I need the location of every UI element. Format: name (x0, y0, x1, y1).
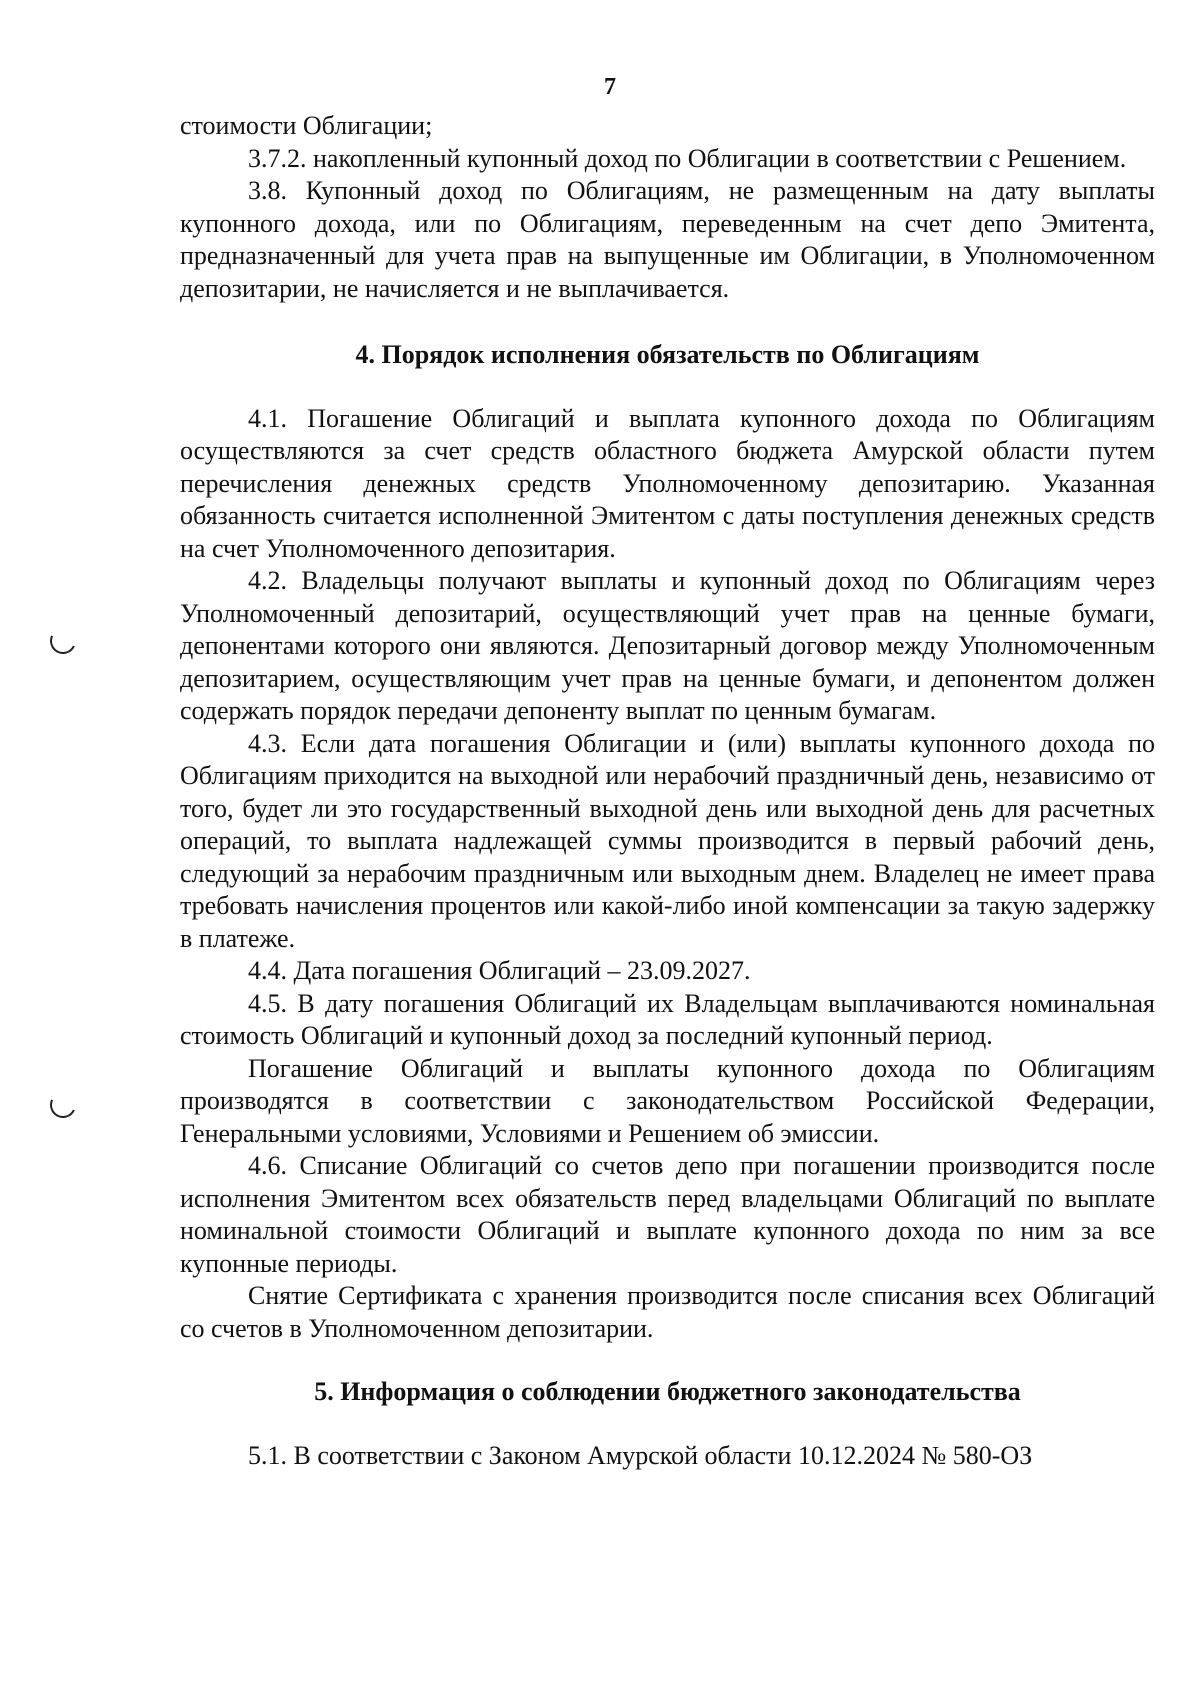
hole-punch-mark (46, 1088, 79, 1121)
paragraph: Погашение Облигаций и выплаты купонного дохода по Облигациям производятся в соответствии с законодательством Российской Федерации, Генеральными условиями, Условиями и Решением об эмиссии. (180, 1053, 1155, 1148)
paragraph: 4.4. Дата погашения Облигаций – 23.09.2027. (248, 956, 751, 985)
paragraph: Снятие Сертификата с хранения производится после списания всех Облигаций со счетов в Уполномоченном депозитарии. (180, 1281, 1155, 1343)
paragraph: 4.2. Владельцы получают выплаты и купонный доход по Облигациям через Уполномоченный депозитарий, осуществляющий учет прав на ценные бумаги, депонентами которого они являются. Депозитарный договор между Уполномоченным депозитарием, осуществляющим учет прав на ценные бумаги, и депонентом должен содержать порядок передачи депоненту выплат по ценным бумагам. (180, 566, 1155, 725)
page-number: 7 (604, 74, 616, 100)
document-body (180, 110, 1155, 1472)
paragraph: стоимости Облигации; (180, 111, 433, 140)
paragraph: 4.6. Списание Облигаций со счетов депо при погашении производится после исполнения Эмитентом всех обязательств перед владельцами Облигаций по выплате номинальной стоимости Облигаций и выплате купонного дохода по ним за все купонные периоды. (180, 1151, 1155, 1278)
paragraph: 4.5. В дату погашения Облигаций их Владельцам выплачиваются номинальная стоимость Облигаций и купонный доход за последний купонный период. (180, 988, 1155, 1050)
paragraph: 4.3. Если дата погашения Облигации и (или) выплаты купонного дохода по Облигациям приходится на выходной или нерабочий праздничный день, независимо от того, будет ли это государственный выходной день или выходной день для расчетных операций, то выплата надлежащей суммы производится в первый рабочий день, следующий за нерабочим праздничным или выходным днем. Владелец не имеет права требовать начисления процентов или какой-либо иной компенсации за такую задержку в платеже. (180, 728, 1155, 953)
paragraph: 3.7.2. накопленный купонный доход по Облигации в соответствии с Решением. (248, 143, 1127, 173)
paragraph: 4.1. Погашение Облигаций и выплата купонного дохода по Облигациям осуществляются за счет средств областного бюджета Амурской области путем перечисления денежных средств Уполномоченному депозитарию. Указанная обязанность считается исполненной Эмитентом с даты поступления денежных средств на счет Уполномоченного депозитария. (180, 403, 1155, 563)
paragraph: 3.8. Купонный доход по Облигациям, не размещенным на дату выплаты купонного дохода, или по Облигациям, переведенным на счет депо Эмитента, предназначенный для учета прав на выпущенные им Облигации, в Уполномоченном депозитарии, не начисляется и не выплачивается. (180, 176, 1155, 303)
section-heading: 5. Информация о соблюдении бюджетного законодательства (314, 1377, 1021, 1406)
paragraph: 5.1. В соответствии с Законом Амурской области 10.12.2024 № 580-ОЗ (248, 1440, 1033, 1470)
section-heading: 4. Порядок исполнения обязательств по Облигациям (355, 340, 980, 369)
hole-punch-mark (46, 624, 79, 657)
